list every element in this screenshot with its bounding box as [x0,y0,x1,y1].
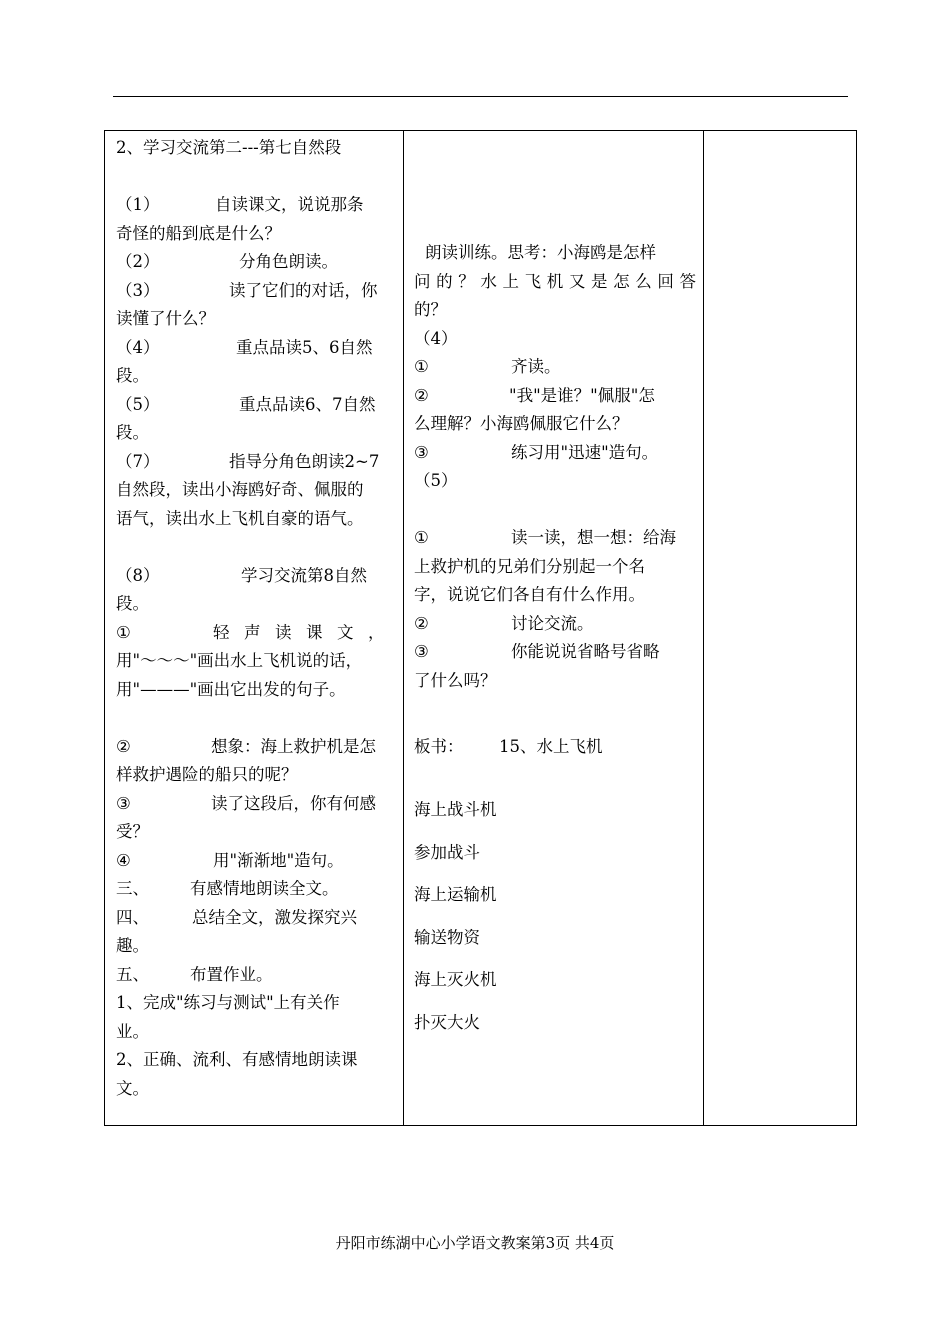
line: （4） [414,328,458,348]
line: ② 讨论交流。 [414,613,594,633]
line: 三、 有感情地朗读全文。 [116,879,339,898]
line: ① 读一读，想一想：给海 [414,528,676,547]
blackboard-title: 板书： 15、水上飞机 [414,736,603,756]
page-footer: 丹阳市练湖中心小学语文教案第3页 共4页 [335,1234,615,1252]
line: 四、 总结全文，激发探究兴 [116,907,357,927]
line: ③ 读了这段后，你有何感 [116,793,376,813]
line: 2、正确、流利、有感情地朗读课 [116,1050,358,1069]
line: ① 齐读。 [414,357,561,376]
line: 趣。 [116,936,149,955]
line: 段。 [116,594,149,613]
line: 上救护机的兄弟们分别起一个名 [414,556,645,576]
line: 的？ [414,300,447,319]
teaching-process-column [116,131,399,1103]
line: （1） 自读课文，说说那条 [116,195,364,214]
line: （5） [414,471,458,490]
line: 用"———"画出它出发的句子。 [116,679,346,699]
line: （2） 分角色朗读。 [116,252,338,271]
line: ③ 你能说说省略号省略 [414,642,660,661]
line: 字，说说它们各自有什么作用。 [414,585,645,604]
line: 问的？水上飞机又是怎么回答 [414,271,696,291]
notes-column [414,239,696,1037]
lesson-plan-table [104,130,857,1126]
line: 了什么吗？ [414,670,497,690]
line: 朗读训练。思考：小海鸥是怎样 [425,243,656,262]
line: ④ 用"渐渐地"造句。 [116,850,344,870]
line: 段。 [116,423,149,442]
line: 奇怪的船到底是什么？ [116,223,281,243]
line: （4） 重点品读5、6自然 [116,337,373,357]
line: （5） 重点品读6、7自然 [116,394,376,414]
blackboard-item: 输送物资 [414,927,480,947]
line: 段。 [116,366,149,385]
line: ② "我"是谁？"佩服"怎 [414,385,655,405]
line: 2、学习交流第二---第七自然段 [116,138,342,157]
header-rule [113,96,848,97]
line: 用"～～～"画出水上飞机说的话， [116,651,363,670]
blackboard-item: 扑灭大火 [414,1012,480,1032]
blackboard-item: 海上战斗机 [414,800,497,819]
line: 业。 [116,1021,149,1041]
line: 么理解？小海鸥佩服它什么？ [414,414,629,433]
line: 受？ [116,822,149,841]
line: ① 轻声读课文， [116,622,399,642]
blackboard-item: 海上灭火机 [414,970,497,989]
line: 读懂了什么？ [116,309,215,328]
line: 1、完成"练习与测试"上有关作 [116,993,340,1012]
line: （8） 学习交流第8自然 [116,565,367,585]
line: ③ 练习用"迅速"造句。 [414,442,659,462]
blackboard-item: 参加战斗 [414,842,480,862]
line: 五、 布置作业。 [116,964,273,984]
line: （7） 指导分角色朗读2~7 [116,451,380,471]
column-divider-2 [703,131,704,1125]
line: 语气，读出水上飞机自豪的语气。 [116,508,364,528]
line: 文。 [116,1078,149,1098]
line: （3） 读了它们的对话，你 [116,280,378,300]
line: ② 想象：海上救护机是怎 [116,736,376,756]
line: 自然段，读出小海鸥好奇、佩服的 [116,480,364,499]
column-divider-1 [403,131,404,1125]
line: 样救护遇险的船只的呢？ [116,765,298,784]
blackboard-item: 海上运输机 [414,885,497,904]
